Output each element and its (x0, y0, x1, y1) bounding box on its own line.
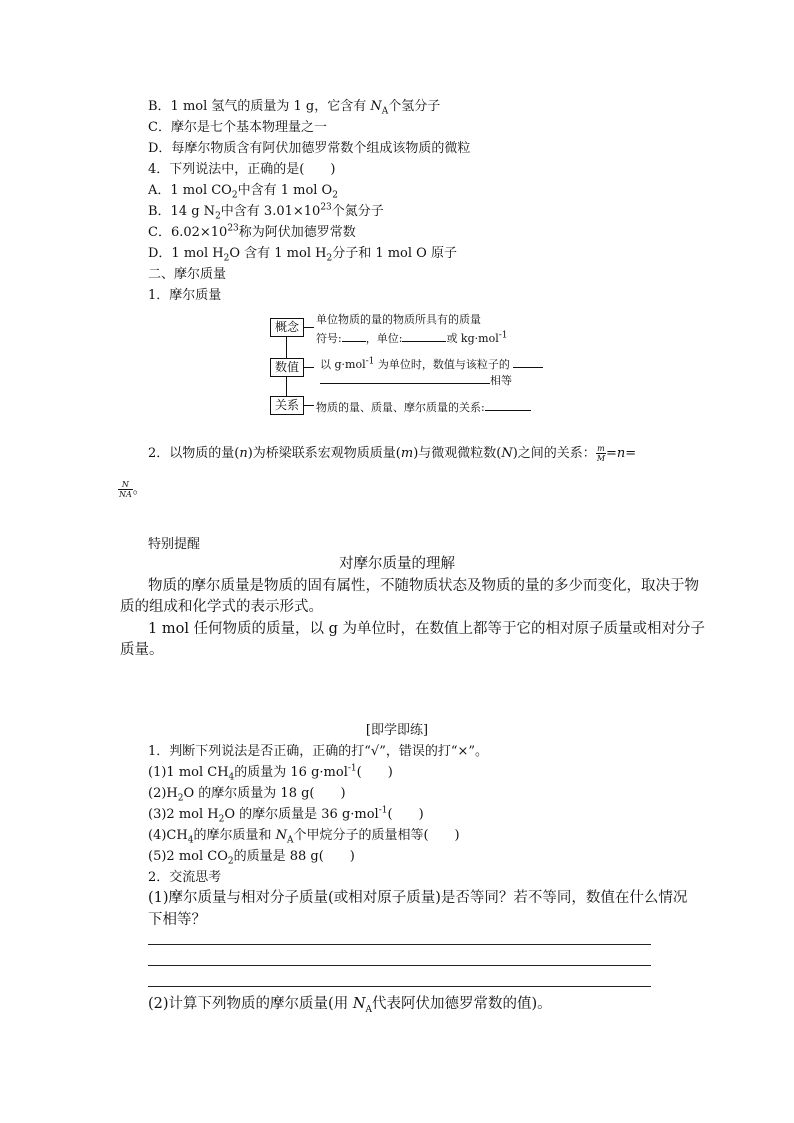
value-line1: 以 g·mol$^{-1}$ 为单位时，数值与该粒子的 (320, 355, 543, 372)
concept-definition: 单位物质的量的物质所具有的质量 (316, 313, 481, 326)
practice-q2-2: (2)计算下列物质的摩尔质量(用 $N_A$代表阿伏加德罗常数的值)。 (148, 996, 552, 1015)
connector-2 (286, 377, 287, 396)
q4-stem: 4．下列说法中，正确的是( ) (148, 162, 336, 177)
molar-mass-diagram (270, 312, 560, 416)
practice-title: [即学即练] (365, 723, 429, 738)
relation-text: 物质的量、质量、摩尔质量的关系: (316, 398, 531, 415)
special-p1-line1: 物质的摩尔质量是物质的固有属性，不随物质状态及物质的量的多少而变化，取决于物 (148, 578, 699, 594)
q3-option-d: D．每摩尔物质含有阿伏加德罗常数个组成该物质的微粒 (148, 141, 471, 156)
special-p1-line2: 质的组成和化学式的表示形式。 (120, 599, 323, 615)
item2-formula-end: $\frac{N}{NA}$ 。 (119, 480, 146, 499)
item2-text: 2．以物质的量(n)为桥梁联系宏观物质质量(m)与微观微粒数(N)之间的关系： $\frac{m}{M}$ =n= (148, 444, 637, 463)
q4-option-b: B．14 g $N_2$中含有 $3.01\times 10^{23}$个氮分子 (148, 202, 384, 222)
special-p2-line2: 质量。 (120, 642, 164, 658)
relation-box: 关系 (270, 396, 304, 415)
fraction-m-over-M: $\frac{m}{M}$ (596, 444, 606, 463)
connector-1 (286, 337, 287, 358)
q4-option-c: C．$6.02\times 10^{23}$称为阿伏加德罗常数 (148, 223, 356, 240)
special-p2-line1: 1 mol 任何物质的质量，以 g 为单位时，在数值上都等于它的相对原子质量或相对分子 (148, 621, 706, 637)
item1-title: 1．摩尔质量 (148, 288, 222, 303)
practice-s1: (1)1 mol $CH_4$的质量为 16 g·mol$^{-1}$( ) (148, 763, 393, 783)
practice-s5: (5)2 mol $CO_2$的质量是 88 g( ) (148, 849, 355, 867)
practice-s4: $(4)CH_4$的摩尔质量和 $N_A$个甲烷分子的质量相等( ) (148, 828, 460, 846)
practice-q2: 2．交流思考 (148, 870, 222, 885)
practice-q1: 1．判断下列说法是否正确，正确的打“√”，错误的打“×”。 (148, 744, 489, 759)
special-label: 特别提醒 (148, 537, 201, 552)
concept-dash (304, 327, 314, 328)
practice-q2-1-line2: 下相等？ (148, 912, 206, 928)
concept-symbol-unit: 符号: ，单位: 或 kg·mol$^{-1}$ (316, 330, 508, 345)
answer-line-3[interactable] (148, 986, 651, 987)
answer-line-2[interactable] (148, 965, 651, 966)
practice-s3: (3)2 mol $H_2O$ 的摩尔质量是 36 g·mol$^{-1}$( ) (148, 805, 424, 825)
concept-box: 概念 (270, 318, 304, 337)
answer-line-1[interactable] (148, 944, 651, 945)
practice-s2: $(2)H_2O$ 的摩尔质量为 18 g( ) (148, 786, 346, 804)
fraction-N-over-NA: $\frac{N}{NA}$ (119, 480, 132, 499)
q3-option-c: C．摩尔是七个基本物理量之一 (148, 120, 327, 135)
value-dash (304, 367, 314, 368)
practice-q2-1-line1: (1)摩尔质量与相对分子质量(或相对原子质量)是否等同？若不等同，数值在什么情况 (148, 890, 688, 906)
q4-option-a: A．1 mol $CO_2$中含有 1 mol $O_2$ (148, 183, 338, 201)
section-heading: 二、摩尔质量 (148, 267, 227, 282)
value-box: 数值 (270, 358, 304, 377)
special-title: 对摩尔质量的理解 (339, 556, 455, 572)
q3-option-b: B．1 mol 氢气的质量为 1 g，它含有 $N_A$个氢分子 (148, 99, 441, 117)
q4-option-d: D．1 mol $H_2O$ 含有 1 mol $H_2$分子和 1 mol O 原子 (148, 246, 457, 264)
relation-dash (304, 405, 314, 406)
value-line2: 相等 (320, 371, 512, 388)
